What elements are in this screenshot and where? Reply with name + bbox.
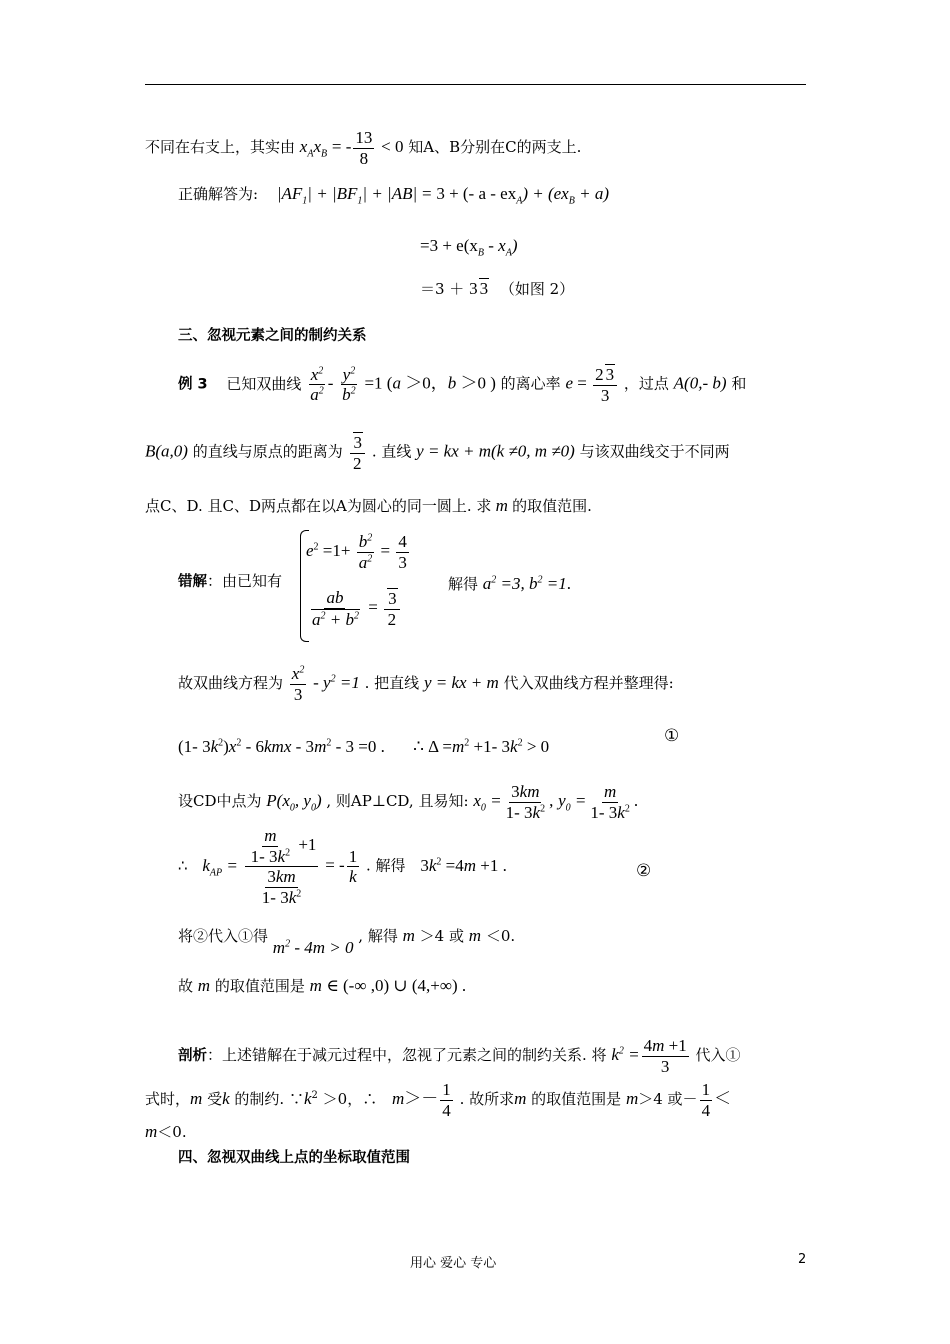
section-heading: 三、忽视元素之间的制约关系 <box>178 328 367 344</box>
analysis-line: 剖析：上述错解在于减元过程中，忽视了元素之间的制约关系. 将 $k^2$ = $\frac{4m +1}{3}$ 代入① <box>178 1036 741 1076</box>
text-line: 故双曲线方程为 $\frac{x^2}{3}$ - $y^2 =1$ . 把直线 y = kx + m 代入双曲线方程并整理得: <box>178 664 674 704</box>
equation: $e^2 =1+$ $\frac{b^2}{a^2}$ = $\frac{4}{3}$ <box>306 532 407 572</box>
header-rule <box>145 84 806 85</box>
wrong-solution-label: 错解：由已知有 <box>178 572 283 590</box>
section-heading: 四、忽视双曲线上点的坐标取值范围 <box>178 1150 410 1166</box>
analysis-line: 式时，m 受k 的制约. $\because k^2 >0$，∴ m＞－ $\frac{1}{4}$ . 故所求m 的取值范围是 m＞4 或－ $\frac{1}{4}$ ＜ <box>145 1080 732 1120</box>
circled-marker: ① <box>664 726 680 746</box>
wrong-solution-result: 解得 $a^2 =3$, $b^2 =1$. <box>448 574 572 593</box>
page-number: 2 <box>798 1252 807 1267</box>
equation: $\frac{ab}{a^2 + b^2}$ = $\frac{3}{2}$ <box>306 588 402 629</box>
correct-answer-line: 正确解答为: $|AF_1| + |BF_1| + |AB| = 3$ + (- $a - ex_A) + (ex_B + a)$ <box>178 184 609 207</box>
analysis-line: m＜0. <box>145 1122 187 1141</box>
example-line: 点C、D. 且C、D两点都在以A为圆心的同一圆上. 求 m 的取值范围. <box>145 496 592 515</box>
example-line: 例 3 已知双曲线 $\frac{x^2}{a^2}$ - $\frac{y^2}{b^2}$ =1 (a ＞0，b ＞0 ) 的离心率 e = $\frac{2 3}{3}$ ，过点 A(0,- b) 和 <box>178 364 747 405</box>
circled-marker: ② <box>636 861 652 881</box>
text-line: 设CD中点为 $P(x_0$, $y_0$) , 则AP⊥CD, 且易知: $x_0$ = $\frac{3km}{1- 3k^2}$ , $y_0$ = $\frac{m}{1- 3k^2}$ . <box>178 782 639 822</box>
equation: (1- $3k^2)x^2 - 6kmx - 3m^2 - 3 =0$ . ∴ $\Delta =m^2 +1-$ $3k^2 > 0$ <box>178 737 550 756</box>
footer-text: 用心 爱心 专心 <box>410 1256 497 1271</box>
text-line: 将②代入①得 $m^2 - 4m > 0$ , 解得 m ＞4 或 m ＜0. <box>178 926 516 957</box>
text-line: ∴ $k_{AP}$ = $\frac{m}{1- 3k^2}$ +1 $\frac{3km}{1- 3k^2}$ = - $\frac{1}{k}$ . 解得 $3k^2 =4m +1$ . <box>178 826 507 907</box>
correct-answer-line: ＝3 ＋ 3 3 （如图 2） <box>420 279 575 298</box>
text-line: 不同在右支上，其实由 $x_Ax_B$ = - $\frac{13}{8}$ < 0 知A、B分别在C的两支上. <box>145 128 582 168</box>
text-line: 故 m 的取值范围是 m ∈ (-∞ ,0) ∪ (4,+∞) . <box>178 976 467 995</box>
correct-answer-line: $=3 + e(x_B - x_A)$ <box>420 236 518 259</box>
example-line: B(a,0) 的直线与原点的距离为 $\frac{3}{2}$ . 直线 y = kx + m(k ≠0, m ≠0) 与该双曲线交于不同两 <box>145 433 730 473</box>
